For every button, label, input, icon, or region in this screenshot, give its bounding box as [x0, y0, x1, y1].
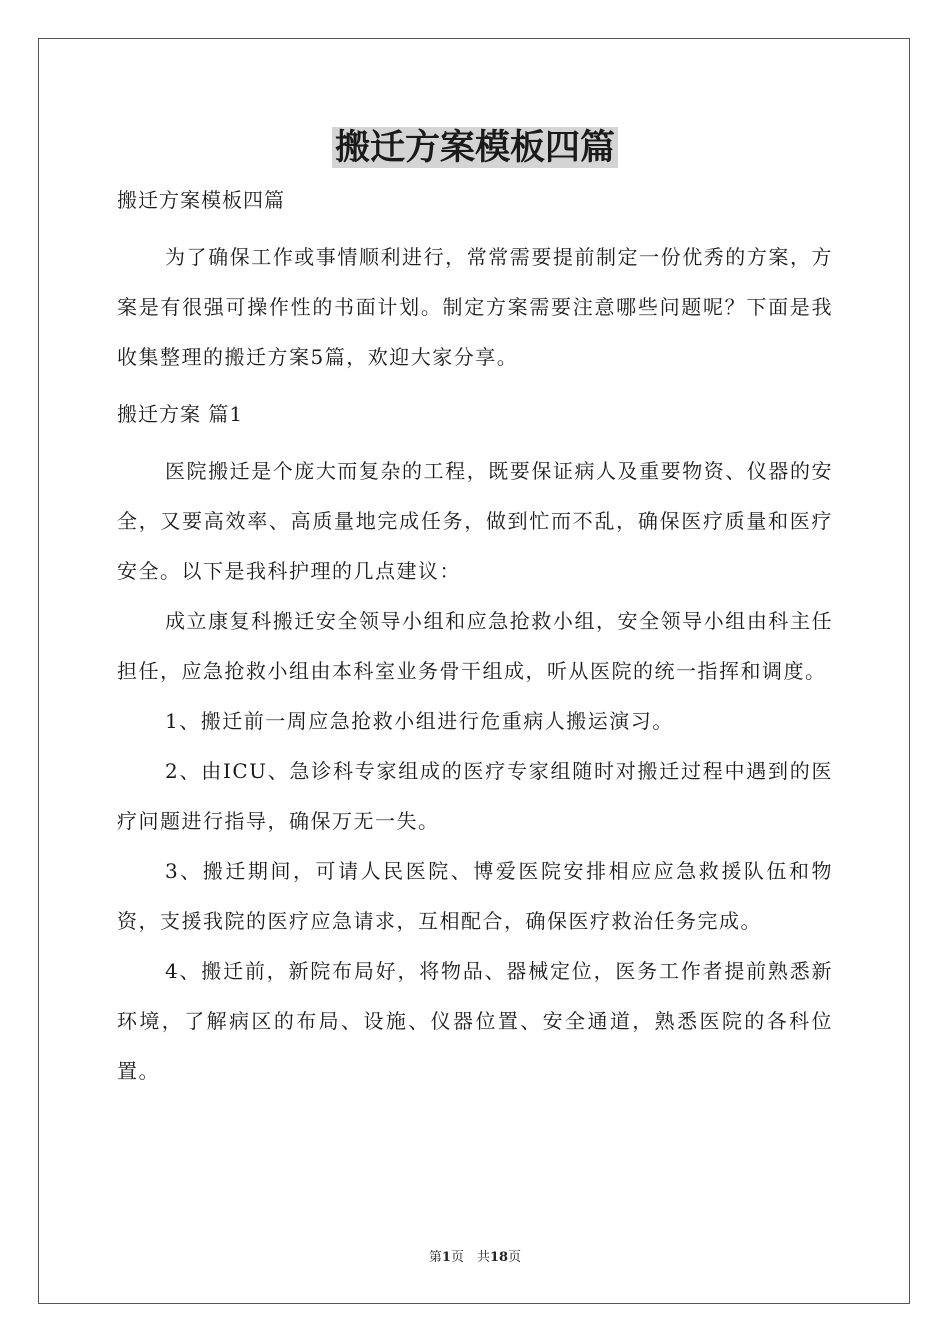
document-subtitle: 搬迁方案模板四篇 — [117, 188, 285, 212]
list-item: 3、搬迁期间，可请人民医院、博爱医院安排相应应急救援队伍和物资，支援我院的医疗应急请求，互相配合，确保医疗救治任务完成。 — [117, 859, 833, 933]
section-paragraph: 成立康复科搬迁安全领导小组和应急抢救小组，安全领导小组由科主任担任，应急抢救小组由本科室业务骨干组成，听从医院的统一指挥和调度。 — [117, 609, 833, 683]
page-number-prefix: 第 — [428, 1250, 442, 1265]
list-item: 2、由ICU、急诊科专家组成的医疗专家组随时对搬迁过程中遇到的医疗问题进行指导，确保万无一失。 — [117, 759, 833, 833]
page-number-mid: 页 共 — [450, 1250, 490, 1265]
list-item: 1、搬迁前一周应急抢救小组进行危重病人搬运演习。 — [165, 709, 674, 733]
total-page-number: 18 — [489, 1250, 509, 1265]
section-heading: 搬迁方案 篇1 — [117, 402, 244, 426]
document-title-text: 搬迁方案模板四篇 — [332, 127, 618, 168]
section-paragraph: 医院搬迁是个庞大而复杂的工程，既要保证病人及重要物资、仪器的安全，又要高效率、高质量地完成任务，做到忙而不乱，确保医疗质量和医疗安全。以下是我科护理的几点建议： — [117, 459, 833, 583]
page-footer — [0, 1246, 950, 1265]
page-number-suffix: 页 — [508, 1250, 522, 1265]
intro-paragraph: 为了确保工作或事情顺利进行，常常需要提前制定一份优秀的方案，方案是有很强可操作性的书面计划。制定方案需要注意哪些问题呢？下面是我收集整理的搬迁方案5篇，欢迎大家分享。 — [117, 245, 833, 369]
document-body — [117, 182, 833, 1096]
document-title — [0, 124, 950, 172]
list-item: 4、搬迁前，新院布局好，将物品、器械定位，医务工作者提前熟悉新环境，了解病区的布局、设施、仪器位置、安全通道，熟悉医院的各科位置。 — [117, 959, 833, 1083]
current-page-number: 1 — [441, 1250, 451, 1265]
